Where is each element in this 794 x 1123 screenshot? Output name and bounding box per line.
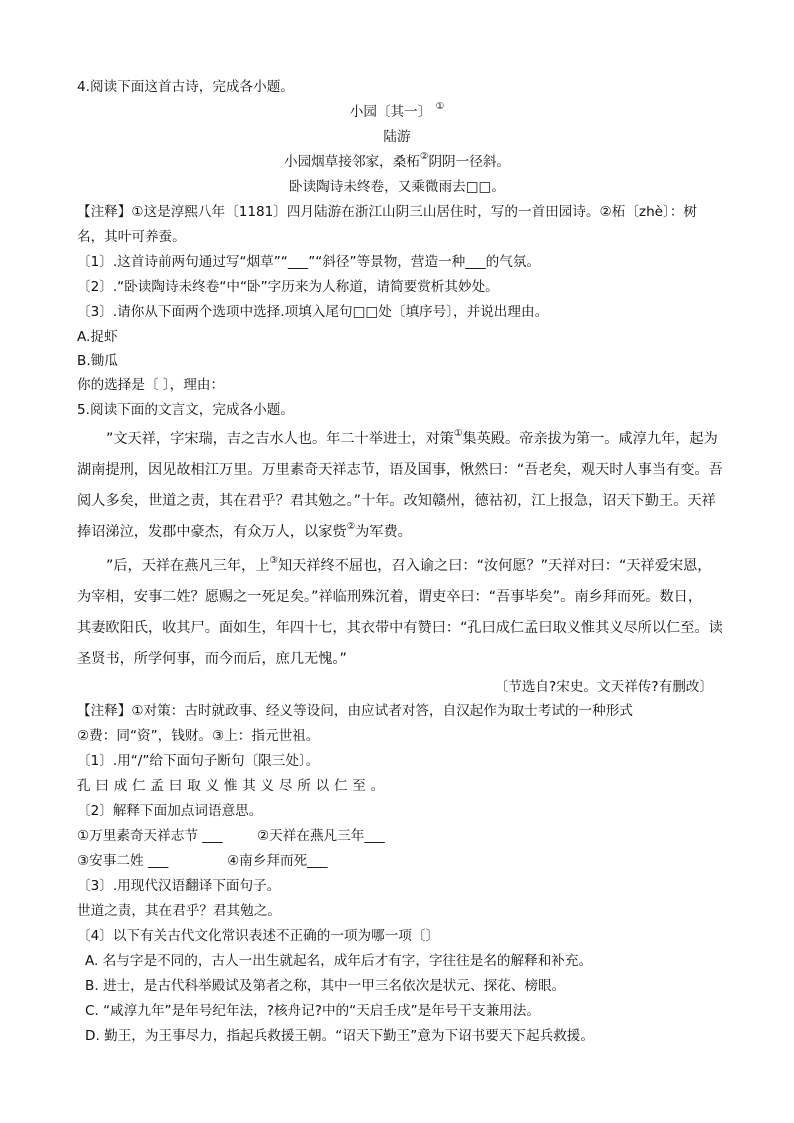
passage-p2-line-3: 其妻欧阳氏，收其尸。面如生，年四十七，其衣带中有赞曰：“孔曰成仁孟曰取义惟其义尽所以仁至。读 [77, 620, 723, 636]
passage-p1-line-1: ”文天祥，字宋瑞，吉之吉水人也。年二十举进士，对策①集英殿。帝亲拔为第一。咸淳九年，起为 [106, 428, 718, 447]
poem-line-1: 小园烟草接邻家，桑柘②阴阴一径斜。 [283, 151, 511, 170]
poem-line-2: 卧读陶诗未终卷，又乘微雨去□□。 [289, 179, 505, 195]
footnote-mark: ① [453, 428, 463, 440]
q4-heading: 4.阅读下面这首古诗，完成各小题。 [77, 79, 294, 95]
q5-heading: 5.阅读下面的文言文，完成各小题。 [77, 402, 294, 418]
q5-sub2-item-b: ②天祥在燕凡三年___ [257, 828, 385, 844]
q5-option-b: B. 进士，是古代科举殿试及第者之称，其中一甲三名依次是状元、探花、榜眼。 [85, 978, 566, 994]
q4-sub1: 〔1〕.这首诗前两句通过写“烟草”“___”“斜径”等景物，营造一种___的气氛。 [77, 254, 541, 270]
footnote-mark: ② [346, 521, 356, 533]
q5-sub1: 〔1〕.用“/”给下面句子断句〔限三处〕。 [77, 753, 320, 769]
q5-option-d: D. 勤王，为王事尽力，指起兵救援王朝。“诏天下勤王”意为下诏书要天下起兵救援。 [85, 1028, 594, 1044]
q5-sub2-item-c: ③安事二姓 ___ [77, 853, 169, 869]
q5-sub4: 〔4〕以下有关古代文化常识表述不正确的一项为哪一项〔〕 [77, 928, 440, 944]
q5-sub3: 〔3〕.用现代汉语翻译下面句子。 [77, 878, 281, 894]
footnote-mark: ② [419, 151, 429, 163]
q5-sub2-item-d: ④南乡拜而死___ [227, 853, 328, 869]
q4-option-b: B.锄瓜 [77, 353, 118, 369]
q5-option-a: A. 名与字是不同的，古人一出生就起名，成年后才有字，字往往是名的解释和补充。 [85, 953, 593, 969]
passage-p2-line-4: 圣贤书，所学何事，而今而后，庶几无愧。” [77, 651, 347, 667]
footnote-mark: ③ [269, 555, 278, 567]
q5-sub2: 〔2〕解释下面加点词语意思。 [77, 803, 263, 819]
source-citation: 〔节选自?宋史。文天祥传?有删改〕 [494, 679, 713, 695]
q5-sub3-sentence: 世道之责，其在君乎？君其勉之。 [77, 903, 281, 919]
q4-note-line-2: 名，其叶可养蚕。 [77, 229, 186, 245]
q5-note-line-2: ②费：同“资”，钱财。③上：指元世祖。 [77, 728, 320, 744]
passage-p1-line-3: 阅人多矣，世道之责，其在君乎？君其勉之。”十年。改知赣州，德祜初，江上报急，诏天下勤王。天祥 [77, 493, 716, 509]
q5-note-line-1: 【注释】①对策：古时就政事、经义等设问，由应试者对答，自汉起作为取士考试的一种形式 [77, 703, 633, 719]
passage-p1-line-2: 湖南提刑，因见故相江万里。万里素奇天祥志节，语及国事，愀然曰：“吾老矣，观天时人事当有变。吾 [77, 462, 723, 478]
q4-choice: 你的选择是〔 〕，理由： [77, 377, 225, 393]
q5-sub2-item-a: ①万里素奇天祥志节 ___ [77, 828, 223, 844]
q4-sub2: 〔2〕.“卧读陶诗未终卷“中“卧”字历来为人称道，请简要赏析其妙处。 [77, 279, 499, 295]
passage-p1-line-4: 捧诏涕泣，发郡中豪杰，有众万人，以家赀②为军费。 [77, 521, 412, 540]
q4-option-a: A.捉虾 [77, 329, 118, 345]
poem-title: 小园〔其一〕 ① [349, 101, 445, 120]
passage-p2-line-1: ”后，天祥在燕凡三年，上③知天祥终不屈也，召入谕之曰：“汝何愿？”天祥对曰：“天祥爱宋恩， [106, 555, 712, 574]
q5-sub1-sentence: 孔曰成仁孟曰取义惟其义尽所以仁至。 [77, 778, 390, 794]
q4-sub3: 〔3〕.请你从下面两个选项中选择.项填入尾句□□处〔填序号〕，并说出理由。 [77, 304, 549, 320]
q4-note-line-1: 【注释】①这是淳熙八年〔1181〕四月陆游在浙江山阴三山居住时，写的一首田园诗。②柘〔zhè〕：树 [77, 204, 698, 220]
passage-p2-line-2: 为宰相，安事二姓？愿赐之一死足矣。”祥临刑殊沉着，谓吏卒曰：“吾事毕矣”。南乡拜而死。数日， [77, 589, 703, 605]
poem-author: 陆游 [383, 129, 411, 145]
footnote-mark: ① [435, 101, 445, 113]
q5-option-c: C. “咸淳九年”是年号纪年法，?核舟记?中的“天启壬戌”是年号干支兼用法。 [85, 1003, 540, 1019]
